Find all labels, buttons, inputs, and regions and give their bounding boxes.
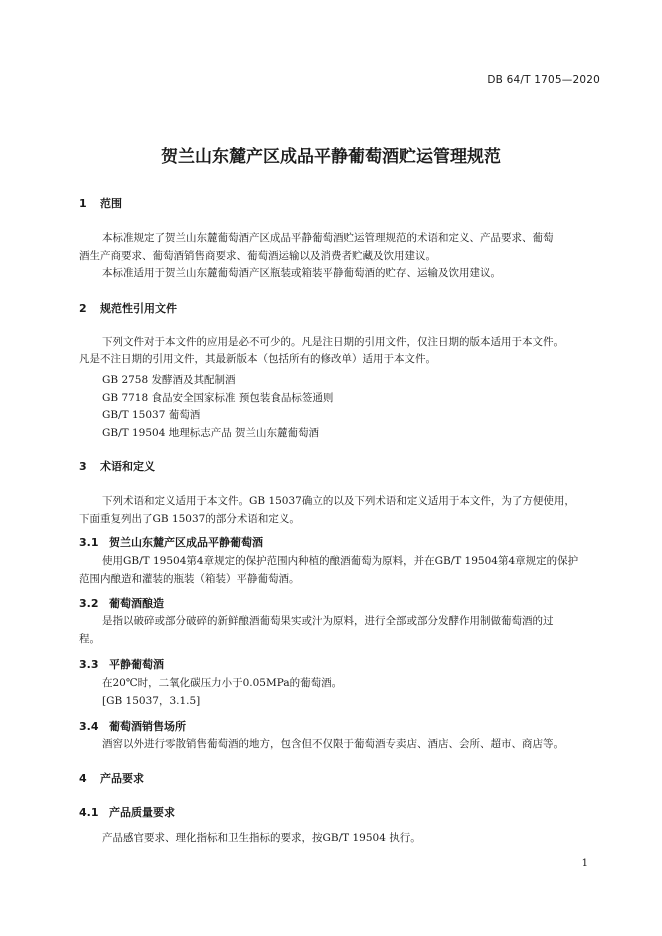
subsection-4-1-heading bbox=[79, 804, 175, 820]
section-3-heading bbox=[79, 458, 155, 474]
subsection-3-2-heading bbox=[79, 595, 164, 611]
paragraph-line: 产品感官要求、理化指标和卫生指标的要求，按GB/T 19504 执行。 bbox=[102, 832, 421, 844]
subsection-title: 产品质量要求 bbox=[109, 806, 175, 819]
page-number: 1 bbox=[581, 858, 588, 869]
paragraph-line: 范围内酿造和灌装的瓶装（箱装）平静葡萄酒。 bbox=[79, 573, 300, 585]
paragraph-line: 酒生产商要求、葡萄酒销售商要求、葡萄酒运输以及消费者贮藏及饮用建议。 bbox=[79, 250, 436, 262]
paragraph-line: 凡是不注日期的引用文件，其最新版本（包括所有的修改单）适用于本文件。 bbox=[79, 353, 436, 365]
reference-item: GB 2758 发酵酒及其配制酒 bbox=[102, 374, 236, 386]
document-title: 贺兰山东麓产区成品平静葡萄酒贮运管理规范 bbox=[161, 147, 501, 167]
section-title: 规范性引用文件 bbox=[100, 302, 177, 315]
paragraph-line: 酒窖以外进行零散销售葡萄酒的地方，包含但不仅限于葡萄酒专卖店、酒店、会所、超市、商店等。 bbox=[102, 738, 564, 750]
subsection-number: 3.3 bbox=[79, 658, 99, 671]
subsection-3-4-heading bbox=[79, 718, 186, 734]
paragraph-line: 下列术语和定义适用于本文件。GB 15037确立的以及下列术语和定义适用于本文件，为了方便使用， bbox=[102, 495, 575, 507]
subsection-title: 平静葡萄酒 bbox=[109, 658, 164, 671]
section-number: 2 bbox=[79, 302, 87, 315]
section-2-heading bbox=[79, 300, 177, 316]
section-number: 3 bbox=[79, 460, 87, 473]
section-title: 产品要求 bbox=[100, 772, 144, 785]
section-title: 术语和定义 bbox=[100, 460, 155, 473]
subsection-number: 4.1 bbox=[79, 806, 99, 819]
paragraph-line: 本标准规定了贺兰山东麓葡萄酒产区成品平静葡萄酒贮运管理规范的术语和定义、产品要求、葡萄 bbox=[102, 232, 554, 244]
subsection-number: 3.2 bbox=[79, 597, 99, 610]
reference-item: GB/T 15037 葡萄酒 bbox=[102, 409, 201, 421]
subsection-title: 葡萄酒酿造 bbox=[109, 597, 164, 610]
section-4-heading bbox=[79, 770, 144, 786]
paragraph-line: 下列文件对于本文件的应用是必不可少的。凡是注日期的引用文件，仅注日期的版本适用于本文件。 bbox=[102, 336, 564, 348]
paragraph-line: 本标准适用于贺兰山东麓葡萄酒产区瓶装或箱装平静葡萄酒的贮存、运输及饮用建议。 bbox=[102, 267, 501, 279]
subsection-3-1-heading bbox=[79, 534, 263, 550]
document-number: DB 64/T 1705—2020 bbox=[487, 74, 600, 86]
section-number: 1 bbox=[79, 197, 87, 210]
section-1-heading bbox=[79, 195, 122, 211]
paragraph-line: 是指以破碎或部分破碎的新鲜酿酒葡萄果实或汁为原料，进行全部或部分发酵作用制做葡萄酒的过 bbox=[102, 615, 554, 627]
reference-item: GB/T 19504 地理标志产品 贺兰山东麓葡萄酒 bbox=[102, 427, 320, 439]
section-title: 范围 bbox=[100, 197, 122, 210]
reference-citation: [GB 15037，3.1.5] bbox=[102, 695, 201, 707]
subsection-title: 葡萄酒销售场所 bbox=[109, 720, 186, 733]
paragraph-line: 程。 bbox=[79, 633, 100, 645]
section-number: 4 bbox=[79, 772, 87, 785]
subsection-number: 3.4 bbox=[79, 720, 99, 733]
subsection-3-3-heading bbox=[79, 656, 164, 672]
paragraph-line: 使用GB/T 19504第4章规定的保护范围内种植的酿酒葡萄为原料，并在GB/T 19504第4章规定的保护 bbox=[102, 555, 579, 567]
subsection-number: 3.1 bbox=[79, 536, 99, 549]
paragraph-line: 在20℃时，二氧化碳压力小于0.05MPa的葡萄酒。 bbox=[102, 677, 343, 689]
paragraph-line: 下面重复列出了GB 15037的部分术语和定义。 bbox=[79, 513, 300, 525]
subsection-title: 贺兰山东麓产区成品平静葡萄酒 bbox=[109, 536, 263, 549]
reference-item: GB 7718 食品安全国家标准 预包装食品标签通则 bbox=[102, 392, 334, 404]
